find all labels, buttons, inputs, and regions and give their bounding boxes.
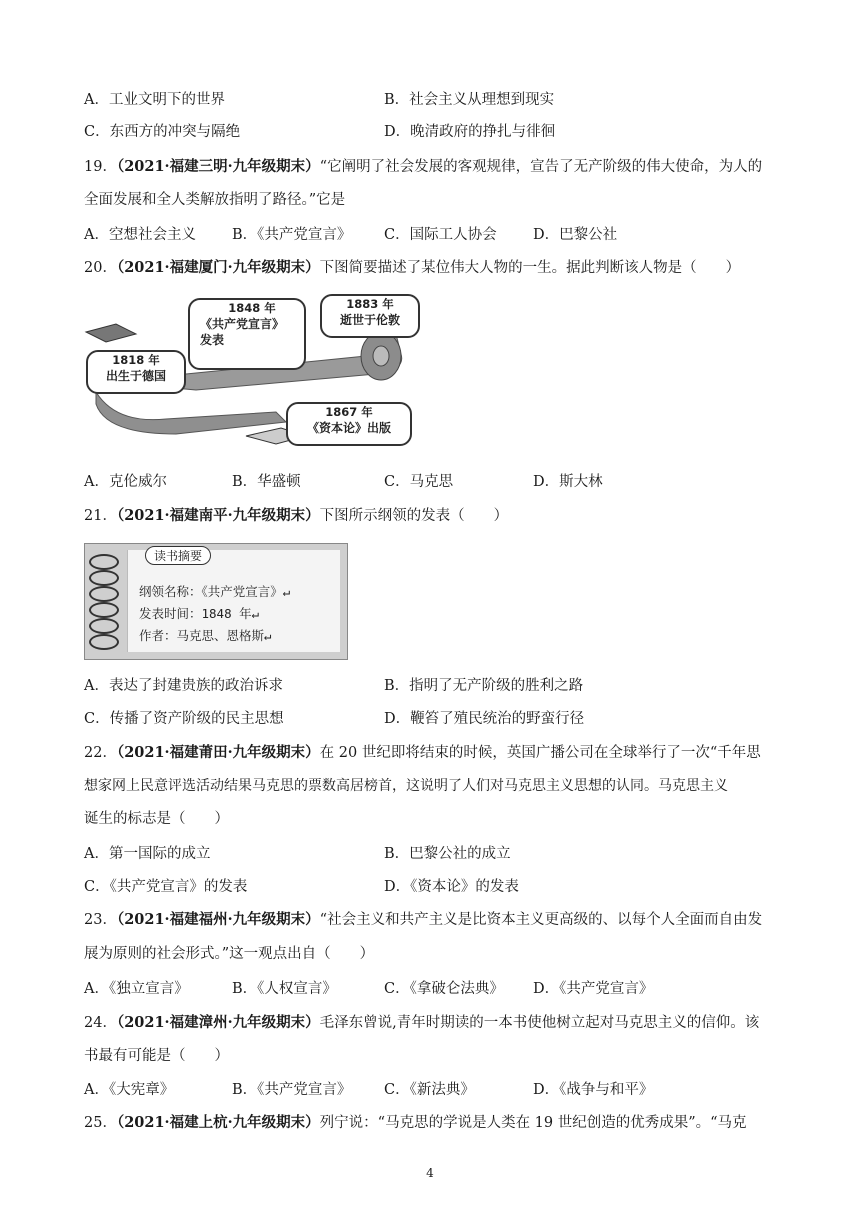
q22-text: 在 20 世纪即将结束的时候，英国广播公司在全球举行了一次“千年思: [319, 745, 761, 761]
q19-text: “它阐明了社会发展的客观规律，宣告了无产阶级的伟大使命，为人的: [319, 159, 763, 175]
q21-option-a: A．表达了封建贵族的政治诉求: [84, 678, 283, 694]
q24-option-b: B．《共产党宣言》: [232, 1082, 352, 1098]
q20-option-c: C．马克思: [384, 474, 454, 490]
bubble-1848-text2: 发表: [200, 333, 225, 347]
q22-number: 22．: [84, 745, 117, 761]
q19-option-b: B．《共产党宣言》: [232, 227, 352, 243]
q19-source: （2021·福建三明·九年级期末）: [116, 158, 320, 175]
q24-option-a: A．《大宪章》: [84, 1082, 175, 1098]
q24-text: 毛泽东曾说,青年时期读的一本书使他树立起对马克思主义的信仰。该: [319, 1015, 760, 1031]
q24-option-d: D．《战争与和平》: [533, 1082, 654, 1098]
q23-source: （2021·福建福州·九年级期末）: [116, 911, 320, 928]
q23-text: “社会主义和共产主义是比资本主义更高级的、以每个人全面而自由发: [319, 912, 763, 928]
q24-option-c: C．《新法典》: [384, 1082, 475, 1098]
spiral-ring: [89, 570, 119, 586]
q18-option-b: B．社会主义从理想到现实: [384, 92, 555, 108]
q20-text: 下图简要描述了某位伟大人物的一生。据此判断该人物是（ ）: [319, 260, 741, 276]
q19-option-c: C．国际工人协会: [384, 227, 497, 243]
q21-stem: [84, 506, 508, 526]
q21-option-b: B．指明了无产阶级的胜利之路: [384, 678, 584, 694]
q19-stem-line2: 全面发展和全人类解放指明了路径。”它是: [84, 192, 346, 208]
q19-option-a: A．空想社会主义: [84, 227, 196, 243]
notebook-row-date: 发表时间：1848 年↵: [139, 606, 260, 621]
bubble-1818-text: 出生于德国: [105, 369, 166, 383]
q21-source: （2021·福建南平·九年级期末）: [116, 507, 320, 524]
q23-option-c: C．《拿破仑法典》: [384, 981, 504, 997]
spiral-ring: [89, 602, 119, 618]
q22-stem-line2: 想家网上民意评选活动结果马克思的票数高居榜首，这说明了人们对马克思主义思想的认同。马克思主义: [84, 778, 728, 794]
q23-option-a: A．《独立宣言》: [84, 981, 189, 997]
bubble-1883-year: 1883 年: [346, 297, 394, 311]
spiral-ring: [89, 618, 119, 634]
q20-number: 20．: [84, 260, 117, 276]
q22-option-a: A．第一国际的成立: [84, 846, 211, 862]
q19-number: 19．: [84, 159, 117, 175]
q21-notebook-figure: [84, 543, 348, 660]
q25-stem-line1: [84, 1113, 747, 1133]
bubble-1883-text: 逝世于伦敦: [339, 313, 400, 327]
q25-source: （2021·福建上杭·九年级期末）: [116, 1114, 320, 1131]
q20-option-b: B．华盛顿: [232, 474, 301, 490]
bubble-1848-year: 1848 年: [228, 301, 276, 315]
q23-option-d: D．《共产党宣言》: [533, 981, 654, 997]
q23-stem-line2: 展为原则的社会形式。”这一观点出自（ ）: [84, 946, 375, 962]
q23-option-b: B．《人权宣言》: [232, 981, 337, 997]
q18-option-d: D．晚清政府的挣扎与徘徊: [384, 124, 556, 140]
q24-stem-line2: 书最有可能是（ ）: [84, 1048, 229, 1064]
q19-option-d: D．巴黎公社: [533, 227, 618, 243]
q22-option-b: B．巴黎公社的成立: [384, 846, 511, 862]
q19-stem-line1: [84, 157, 762, 177]
q20-option-a: A．克伦威尔: [84, 474, 167, 490]
q24-stem-line1: [84, 1013, 759, 1033]
q23-number: 23．: [84, 912, 117, 928]
notebook-row-name: 纲领名称：《共产党宣言》↵: [139, 584, 291, 599]
q24-number: 24．: [84, 1015, 117, 1031]
page-number: 4: [426, 1166, 434, 1180]
q20-stem: [84, 258, 740, 278]
q21-text: 下图所示纲领的发表（ ）: [319, 508, 509, 524]
bubble-1848-text: 《共产党宣言》: [200, 317, 285, 331]
q21-option-d: D．鞭笞了殖民统治的野蛮行径: [384, 711, 585, 727]
spiral-ring: [89, 554, 119, 570]
q22-source: （2021·福建莆田·九年级期末）: [116, 744, 320, 761]
q20-option-d: D．斯大林: [533, 474, 603, 490]
bubble-1867: [286, 402, 412, 446]
q18-option-a: A．工业文明下的世界: [84, 92, 225, 108]
notebook-tab-title: 读书摘要: [145, 546, 211, 565]
q22-option-c: C．《共产党宣言》的发表: [84, 879, 248, 895]
q22-stem-line1: [84, 743, 761, 763]
q20-timeline-figure: [76, 294, 426, 454]
bubble-1818-year: 1818 年: [112, 353, 160, 367]
bubble-1867-year: 1867 年: [325, 405, 373, 419]
bubble-1883: [320, 294, 420, 338]
q25-text: 列宁说：“马克思的学说是人类在 19 世纪创造的优秀成果”。“马克: [319, 1115, 747, 1131]
notebook-row-author: 作者：马克思、恩格斯↵: [139, 628, 272, 643]
q21-number: 21．: [84, 508, 117, 524]
q23-stem-line1: [84, 910, 762, 930]
q22-option-d: D．《资本论》的发表: [384, 879, 519, 895]
q20-source: （2021·福建厦门·九年级期末）: [116, 259, 320, 276]
bubble-1867-text: 《资本论》出版: [306, 421, 391, 435]
q21-option-c: C．传播了资产阶级的民主思想: [84, 711, 284, 727]
q22-stem-line3: 诞生的标志是（ ）: [84, 811, 229, 827]
bubble-1818: [86, 350, 186, 394]
bubble-1848: [188, 298, 306, 370]
spiral-ring: [89, 634, 119, 650]
q25-number: 25．: [84, 1115, 117, 1131]
q18-option-c: C．东西方的冲突与隔绝: [84, 124, 241, 140]
q24-source: （2021·福建漳州·九年级期末）: [116, 1014, 320, 1031]
spiral-ring: [89, 586, 119, 602]
